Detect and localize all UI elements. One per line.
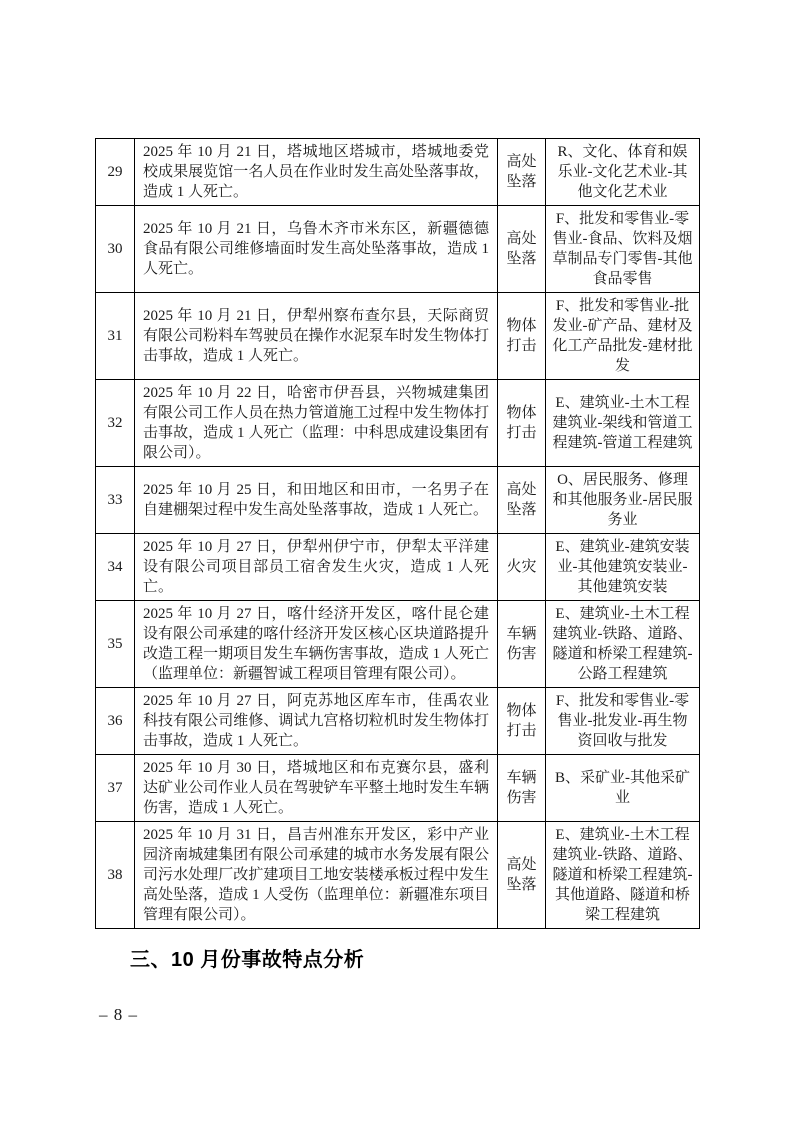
accident-description-cell: 2025 年 10 月 31 日，昌吉州准东开发区，彩中产业园济南城建集团有限公司承建的城市水务发展有限公司污水处理厂改扩建项目工地安装楼承板过程中发生高处坠落，造成 1 人受伤（监理单位：新疆准东项目管理有限公司）。: [135, 822, 498, 929]
industry-category-cell: F、批发和零售业-批发业-矿产品、建材及化工产品批发-建材批发: [546, 293, 700, 380]
table-row: [96, 601, 700, 688]
accident-table-body: [96, 139, 700, 929]
accident-description-cell: 2025 年 10 月 22 日，哈密市伊吾县，兴物城建集团有限公司工作人员在热力管道施工过程中发生物体打击事故，造成 1 人死亡（监理：中科思成建设集团有限公司）。: [135, 380, 498, 467]
accident-type-cell: 物体打击: [498, 688, 546, 755]
industry-category-cell: R、文化、体育和娱乐业-文化艺术业-其他文化艺术业: [546, 139, 700, 206]
industry-category-cell: E、建筑业-土木工程建筑业-铁路、道路、隧道和桥梁工程建筑-其他道路、隧道和桥梁工程建筑: [546, 822, 700, 929]
accident-description-cell: 2025 年 10 月 21 日，伊犁州察布查尔县，天际商贸有限公司粉料车驾驶员在操作水泥泵车时发生物体打击事故，造成 1 人死亡。: [135, 293, 498, 380]
table-row: [96, 534, 700, 601]
table-row: [96, 755, 700, 822]
accident-description-cell: 2025 年 10 月 30 日，塔城地区和布克赛尔县，盛利达矿业公司作业人员在驾驶铲车平整土地时发生车辆伤害，造成 1 人死亡。: [135, 755, 498, 822]
accident-description-cell: 2025 年 10 月 27 日，阿克苏地区库车市，佳禹农业科技有限公司维修、调试九宫格切粒机时发生物体打击事故，造成 1 人死亡。: [135, 688, 498, 755]
accident-type-cell: 高处坠落: [498, 206, 546, 293]
accident-type-cell: 车辆伤害: [498, 601, 546, 688]
accident-type-cell: 高处坠落: [498, 139, 546, 206]
industry-category-cell: O、居民服务、修理和其他服务业-居民服务业: [546, 467, 700, 534]
accident-type-cell: 高处坠落: [498, 822, 546, 929]
table-row: [96, 467, 700, 534]
industry-category-cell: E、建筑业-土木工程建筑业-架线和管道工程建筑-管道工程建筑: [546, 380, 700, 467]
row-number-cell: 31: [96, 293, 135, 380]
industry-category-cell: B、采矿业-其他采矿业: [546, 755, 700, 822]
row-number-cell: 30: [96, 206, 135, 293]
table-row: [96, 293, 700, 380]
page-number: – 8 –: [99, 1005, 138, 1024]
row-number-cell: 38: [96, 822, 135, 929]
table-row: [96, 206, 700, 293]
table-row: [96, 688, 700, 755]
industry-category-cell: F、批发和零售业-零售业-食品、饮料及烟草制品专门零售-其他食品零售: [546, 206, 700, 293]
accident-description-cell: 2025 年 10 月 21 日，塔城地区塔城市，塔城地委党校成果展览馆一名人员在作业时发生高处坠落事故，造成 1 人死亡。: [135, 139, 498, 206]
section-heading: 三、10 月份事故特点分析: [130, 949, 365, 971]
accident-table: [95, 138, 700, 929]
industry-category-cell: E、建筑业-土木工程建筑业-铁路、道路、隧道和桥梁工程建筑-公路工程建筑: [546, 601, 700, 688]
accident-type-cell: 车辆伤害: [498, 755, 546, 822]
industry-category-cell: E、建筑业-建筑安装业-其他建筑安装业-其他建筑安装: [546, 534, 700, 601]
table-row: [96, 822, 700, 929]
accident-type-cell: 物体打击: [498, 380, 546, 467]
accident-description-cell: 2025 年 10 月 27 日，伊犁州伊宁市，伊犁太平洋建设有限公司项目部员工宿舍发生火灾，造成 1 人死亡。: [135, 534, 498, 601]
row-number-cell: 33: [96, 467, 135, 534]
table-row: [96, 380, 700, 467]
table-row: [96, 139, 700, 206]
row-number-cell: 36: [96, 688, 135, 755]
accident-type-cell: 高处坠落: [498, 467, 546, 534]
accident-description-cell: 2025 年 10 月 21 日，乌鲁木齐市米东区，新疆德德食品有限公司维修墙面时发生高处坠落事故，造成 1 人死亡。: [135, 206, 498, 293]
row-number-cell: 37: [96, 755, 135, 822]
row-number-cell: 32: [96, 380, 135, 467]
row-number-cell: 35: [96, 601, 135, 688]
accident-type-cell: 火灾: [498, 534, 546, 601]
accident-description-cell: 2025 年 10 月 25 日，和田地区和田市，一名男子在自建棚架过程中发生高处坠落事故，造成 1 人死亡。: [135, 467, 498, 534]
industry-category-cell: F、批发和零售业-零售业-批发业-再生物资回收与批发: [546, 688, 700, 755]
row-number-cell: 34: [96, 534, 135, 601]
row-number-cell: 29: [96, 139, 135, 206]
accident-description-cell: 2025 年 10 月 27 日，喀什经济开发区，喀什昆仑建设有限公司承建的喀什经济开发区核心区块道路提升改造工程一期项目发生车辆伤害事故，造成 1 人死亡（监理单位：新疆智诚工程项目管理有限公司）。: [135, 601, 498, 688]
accident-type-cell: 物体打击: [498, 293, 546, 380]
